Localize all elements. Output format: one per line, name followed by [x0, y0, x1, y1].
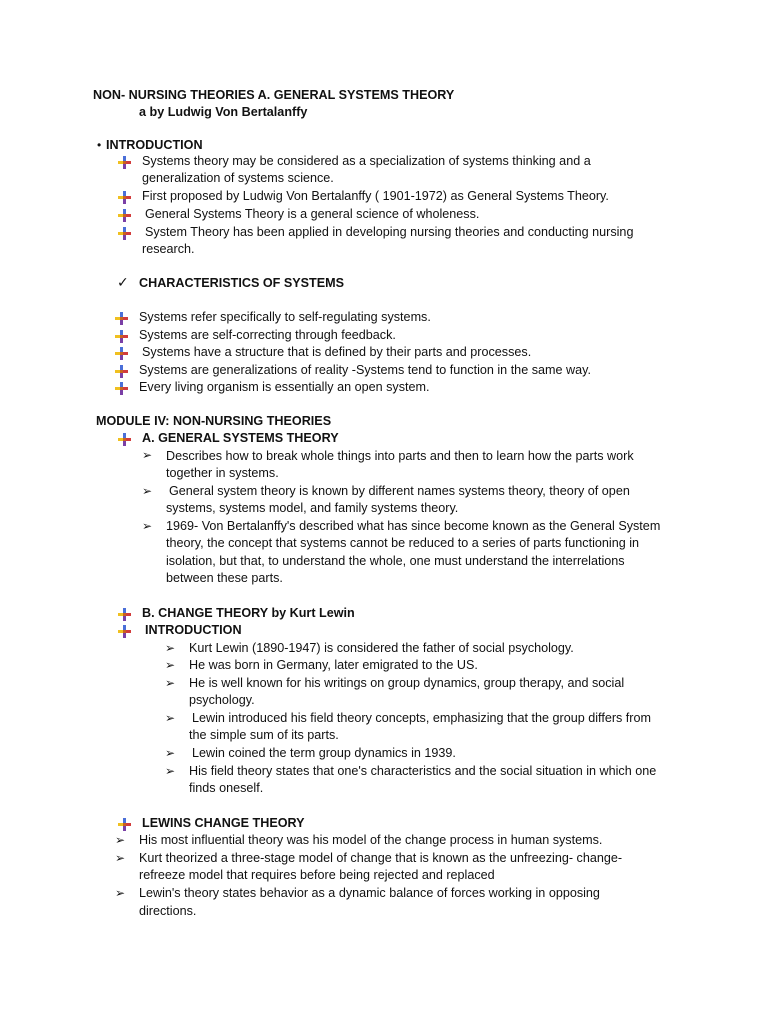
four-color-bullet-icon — [115, 330, 128, 343]
list-item: Describes how to break whole things into parts and then to learn how the parts work — [166, 449, 634, 463]
list-item: 1969- Von Bertalanffy's described what has since become known as the General System — [166, 519, 661, 533]
list-item-continuation: research. — [142, 242, 195, 256]
four-color-bullet-icon — [118, 156, 131, 169]
list-item-continuation: together in systems. — [166, 466, 279, 480]
list-item-continuation: the simple sum of its parts. — [189, 728, 339, 742]
section-b-introduction-heading: INTRODUCTION — [145, 623, 242, 637]
four-color-bullet-icon — [115, 382, 128, 395]
list-item: He was born in Germany, later emigrated to the US. — [189, 658, 478, 672]
list-item: Lewin's theory states behavior as a dynamic balance of forces working in opposing — [139, 886, 600, 900]
arrow-bullet-icon: ➢ — [165, 641, 176, 655]
list-item-continuation: generalization of systems science. — [142, 171, 334, 185]
list-item: His field theory states that one's characteristics and the social situation in which one — [189, 764, 657, 778]
list-item: Lewin introduced his field theory concepts, emphasizing that the group differs from — [192, 711, 651, 725]
list-item: First proposed by Ludwig Von Bertalanffy ( 1901-1972) as General Systems Theory. — [142, 189, 609, 203]
four-color-bullet-icon — [118, 209, 131, 222]
list-item: Systems are generalizations of reality -Systems tend to function in the same way. — [139, 363, 591, 377]
list-item: Lewin coined the term group dynamics in 1939. — [192, 746, 456, 760]
arrow-bullet-icon: ➢ — [115, 833, 126, 847]
document-subtitle: a by Ludwig Von Bertalanffy — [139, 105, 308, 119]
list-item: Systems theory may be considered as a specialization of systems thinking and a — [142, 154, 591, 168]
section-a-heading: A. GENERAL SYSTEMS THEORY — [142, 431, 339, 445]
list-item-continuation: theory, the concept that systems cannot be reduced to a series of parts functioning in — [166, 536, 640, 550]
arrow-bullet-icon: ➢ — [165, 711, 176, 725]
four-color-bullet-icon — [118, 818, 131, 831]
four-color-bullet-icon — [118, 227, 131, 240]
module-heading: MODULE IV: NON-NURSING THEORIES — [96, 414, 332, 428]
list-item-continuation: systems, systems model, and family systems theory. — [166, 501, 459, 515]
list-item-continuation: psychology. — [189, 693, 255, 707]
checkmark-icon: ✓ — [117, 274, 129, 290]
four-color-bullet-icon — [118, 608, 131, 621]
list-item-continuation: finds oneself. — [189, 781, 264, 795]
list-item: He is well known for his writings on group dynamics, group therapy, and social — [189, 676, 625, 690]
list-item-continuation: directions. — [139, 904, 197, 918]
list-item-continuation: between these parts. — [166, 571, 283, 585]
list-item: Systems are self-correcting through feedback. — [139, 328, 396, 342]
list-item-continuation: refreeze model that requires before being rejected and replaced — [139, 868, 495, 882]
list-item: Every living organism is essentially an open system. — [139, 380, 430, 394]
list-item: System Theory has been applied in developing nursing theories and conducting nursing — [145, 225, 634, 239]
lewins-heading: LEWINS CHANGE THEORY — [142, 816, 305, 830]
arrow-bullet-icon: ➢ — [142, 519, 153, 533]
list-item: General system theory is known by different names systems theory, theory of open — [169, 484, 630, 498]
characteristics-heading: CHARACTERISTICS OF SYSTEMS — [139, 276, 345, 290]
arrow-bullet-icon: ➢ — [165, 676, 176, 690]
arrow-bullet-icon: ➢ — [165, 658, 176, 672]
four-color-bullet-icon — [115, 312, 128, 325]
list-item: General Systems Theory is a general science of wholeness. — [145, 207, 480, 221]
list-item: His most influential theory was his model of the change process in human systems. — [139, 833, 603, 847]
four-color-bullet-icon — [118, 191, 131, 204]
arrow-bullet-icon: ➢ — [115, 886, 126, 900]
list-item: Systems refer specifically to self-regulating systems. — [139, 310, 431, 324]
four-color-bullet-icon — [115, 347, 128, 360]
arrow-bullet-icon: ➢ — [142, 448, 153, 462]
introduction-heading: INTRODUCTION — [106, 138, 203, 152]
document-title: NON- NURSING THEORIES A. GENERAL SYSTEMS THEORY — [93, 88, 455, 102]
arrow-bullet-icon: ➢ — [165, 746, 176, 760]
list-item: Kurt theorized a three-stage model of change that is known as the unfreezing- change- — [139, 851, 623, 865]
arrow-bullet-icon: ➢ — [115, 851, 126, 865]
section-b-heading: B. CHANGE THEORY by Kurt Lewin — [142, 606, 355, 620]
four-color-bullet-icon — [118, 625, 131, 638]
list-item-continuation: isolation, but that, to understand the whole, one must understand the interrelations — [166, 554, 625, 568]
four-color-bullet-icon — [115, 365, 128, 378]
arrow-bullet-icon: ➢ — [142, 484, 153, 498]
list-item: Systems have a structure that is defined by their parts and processes. — [142, 345, 532, 359]
four-color-bullet-icon — [118, 433, 131, 446]
list-item: Kurt Lewin (1890-1947) is considered the father of social psychology. — [189, 641, 574, 655]
round-bullet-icon: • — [97, 138, 102, 152]
arrow-bullet-icon: ➢ — [165, 764, 176, 778]
